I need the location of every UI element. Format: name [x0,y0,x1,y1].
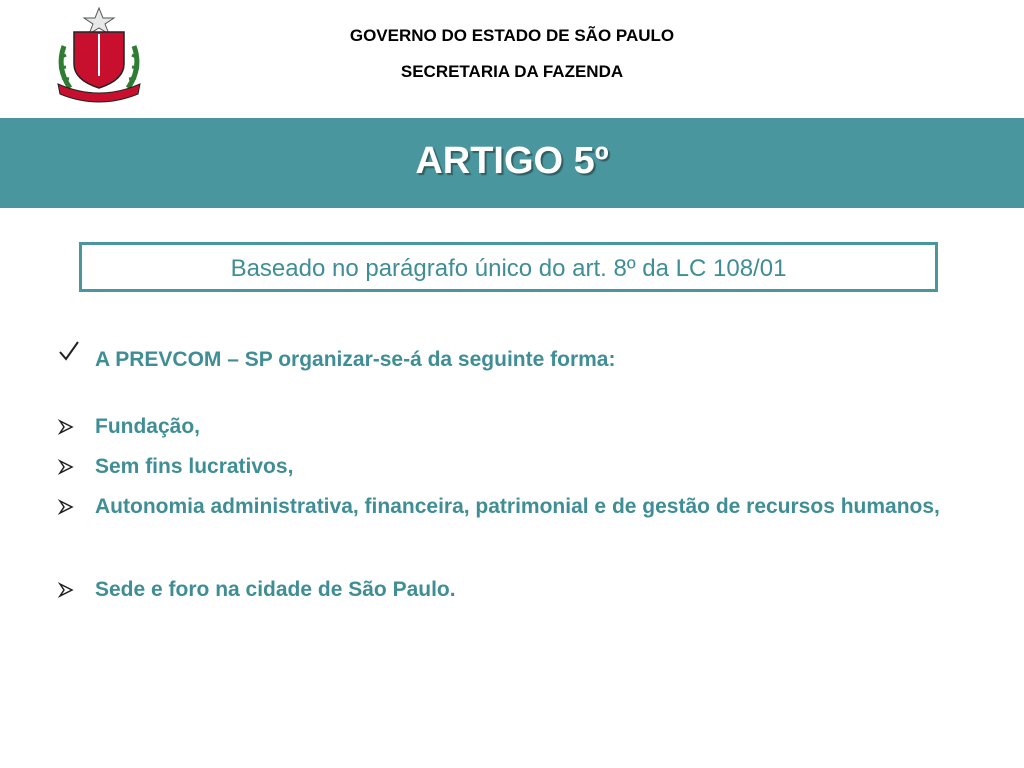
checkmark-icon [58,340,80,362]
header [0,0,1024,118]
bullet-text: Autonomia administrativa, financeira, patrimonial e de gestão de recursos humanos, [95,495,940,518]
bullet-text: Fundação, [95,415,201,438]
arrow-bullet-icon [58,459,74,475]
legal-basis-text: Baseado no parágrafo único do art. 8º da LC 108/01 [230,255,787,282]
bullet-text: Sem fins lucrativos, [95,455,294,478]
slide-title: ARTIGO 5º [415,140,609,182]
arrow-bullet-icon [58,582,74,598]
government-name: GOVERNO DO ESTADO DE SÃO PAULO [349,26,675,45]
intro-text: A PREVCOM – SP organizar-se-á da seguinte forma: [95,348,616,371]
arrow-bullet-icon [58,419,74,435]
secretariat-name: SECRETARIA DA FAZENDA [400,62,624,81]
arrow-bullet-icon [58,499,74,515]
bullet-text: Sede e foro na cidade de São Paulo. [95,578,456,601]
legal-basis-box [79,242,938,292]
sp-state-seal-icon [52,6,146,104]
